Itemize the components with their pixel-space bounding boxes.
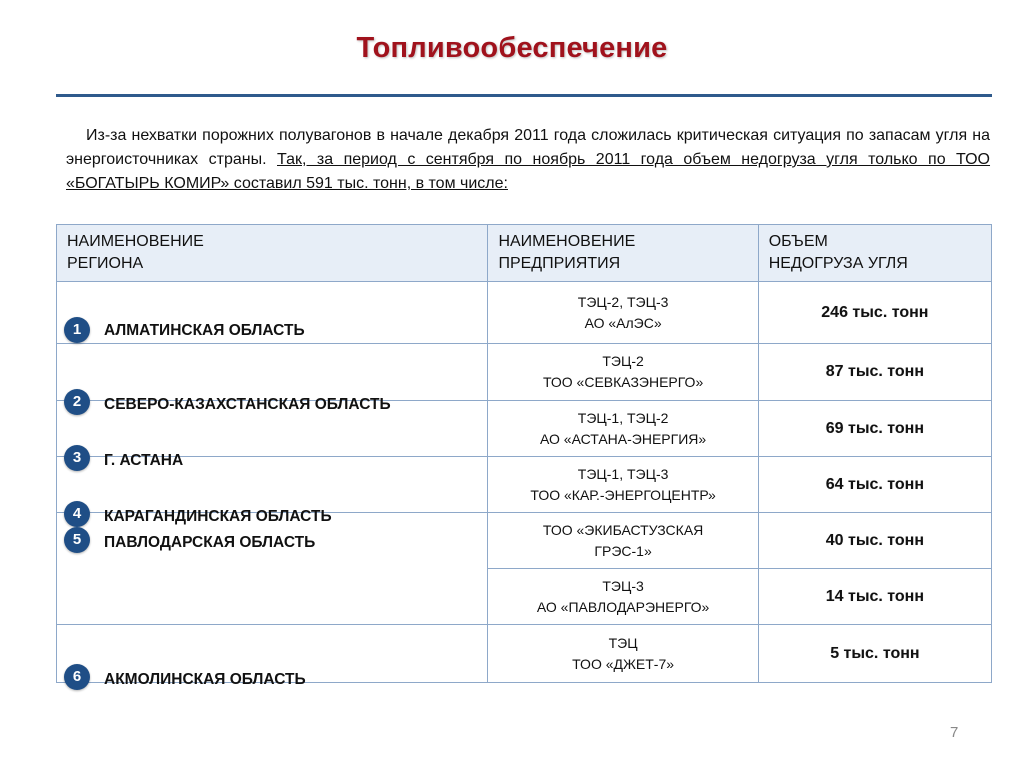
enterprise-cell <box>488 569 758 625</box>
volume-cell: 64 тыс. тонн <box>758 457 991 513</box>
volume-cell: 87 тыс. тонн <box>758 344 991 401</box>
number-badge: 1 <box>64 317 90 343</box>
enterprise-line1: ТОО «ЭКИБАСТУЗСКАЯ <box>542 521 704 538</box>
header-enterprise <box>488 225 758 282</box>
region-name: КАРАГАНДИНСКАЯ ОБЛАСТЬ <box>104 507 332 525</box>
enterprise-line1: ТЭЦ-1, ТЭЦ-2 <box>577 409 669 426</box>
table-row <box>57 282 992 344</box>
number-badge: 2 <box>64 389 90 415</box>
region-name: СЕВЕРО-КАЗАХСТАНСКАЯ ОБЛАСТЬ <box>104 396 391 413</box>
header-volume-line1: ОБЪЕМ <box>768 233 828 250</box>
number-badge: 4 <box>64 501 90 527</box>
enterprise-cell <box>488 344 758 401</box>
header-volume-line2: НЕДОГРУЗА УГЛЯ <box>768 255 908 272</box>
volume-cell: 69 тыс. тонн <box>758 401 991 457</box>
table-row <box>57 344 992 401</box>
enterprise-line2: ТОО «КАР.-ЭНЕРГОЦЕНТР» <box>530 486 716 503</box>
number-badge: 6 <box>64 664 90 690</box>
header-region-line2: РЕГИОНА <box>67 255 144 272</box>
enterprise-line2: АО «ПАВЛОДАРЭНЕРГО» <box>536 598 710 615</box>
table-header-row <box>57 225 992 282</box>
enterprise-line2: ГРЭС-1» <box>594 542 652 559</box>
enterprise-cell <box>488 513 758 569</box>
region-cell <box>57 513 488 625</box>
header-region-line1: НАИМЕНОВЕНИЕ <box>67 233 204 250</box>
region-name: Г. АСТАНА <box>104 451 184 469</box>
intro-underlined-text: Так, за период с сентября по ноябрь 2011 года объем недогруза угля только по ТОО «БОГАТЫРЬ КОМИР» составил 591 тыс. тонн, в том числе: <box>66 151 991 192</box>
enterprise-line2: АО «АСТАНА-ЭНЕРГИЯ» <box>539 430 707 447</box>
page-number: 7 <box>950 724 959 741</box>
table-row <box>57 513 992 569</box>
enterprise-line1: ТЭЦ <box>608 634 638 651</box>
enterprise-line1: ТЭЦ-2 <box>602 353 644 369</box>
enterprise-line1: ТЭЦ-2, ТЭЦ-3 <box>577 293 669 310</box>
table-row <box>57 457 992 513</box>
slide-title: Топливообеспечение <box>356 32 668 64</box>
table-row <box>57 625 992 683</box>
number-badge: 3 <box>64 445 90 471</box>
number-badge: 5 <box>64 527 90 553</box>
enterprise-line2: АО «АлЭС» <box>584 314 662 331</box>
enterprise-line1: ТЭЦ-1, ТЭЦ-3 <box>577 465 669 482</box>
enterprise-cell <box>488 625 758 683</box>
region-name: ПАВЛОДАРСКАЯ ОБЛАСТЬ <box>104 534 316 551</box>
region-cell <box>57 282 488 344</box>
volume-cell: 14 тыс. тонн <box>758 569 991 625</box>
header-enterprise-line1: НАИМЕНОВЕНИЕ <box>498 233 636 250</box>
enterprise-line2: ТОО «ДЖЕТ-7» <box>572 655 675 672</box>
enterprise-cell <box>488 282 758 344</box>
region-cell <box>57 625 488 688</box>
enterprise-cell <box>488 457 758 513</box>
header-volume <box>758 225 991 282</box>
intro-text: Из-за нехватки порожних полувагонов в начале декабря 2011 года сложилась критическая ситуация по запасам угля на энергоисточниках страны. <box>66 127 990 168</box>
header-region <box>57 225 488 282</box>
coal-shortfall-table <box>56 224 992 688</box>
enterprise-cell <box>488 401 758 457</box>
enterprise-line1: ТЭЦ-3 <box>602 577 644 594</box>
intro-paragraph <box>66 124 990 196</box>
volume-cell: 246 тыс. тонн <box>758 282 991 344</box>
volume-cell: 5 тыс. тонн <box>758 625 991 683</box>
volume-cell: 40 тыс. тонн <box>758 513 991 569</box>
region-cell <box>57 344 488 413</box>
region-name: АЛМАТИНСКАЯ ОБЛАСТЬ <box>104 321 305 339</box>
region-name: АКМОЛИНСКАЯ ОБЛАСТЬ <box>104 670 306 688</box>
title-divider <box>56 94 992 97</box>
enterprise-line2: ТОО «СЕВКАЗЭНЕРГО» <box>542 374 704 390</box>
header-enterprise-line2: ПРЕДПРИЯТИЯ <box>498 255 621 272</box>
